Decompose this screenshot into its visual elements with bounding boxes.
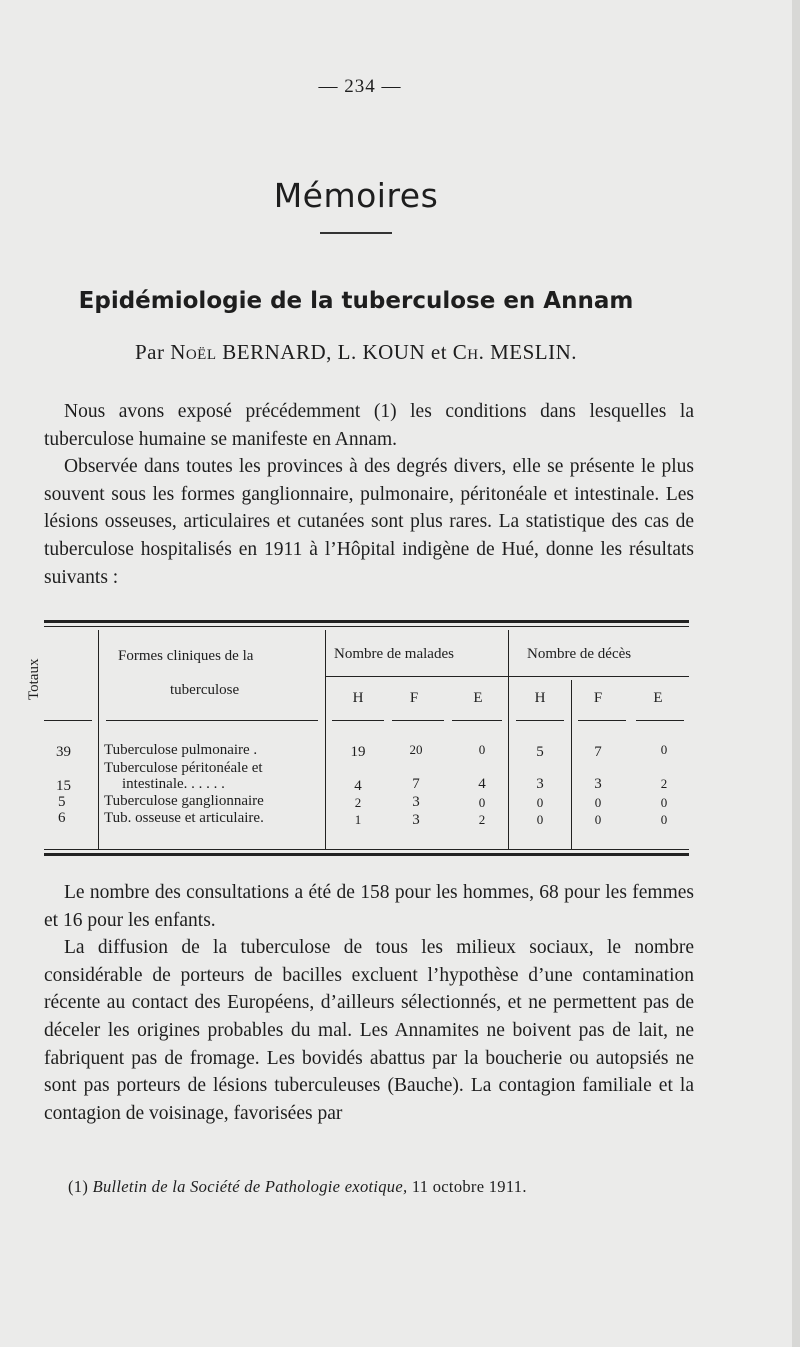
row-value: 0 (536, 812, 544, 827)
page-number: — 234 — (318, 76, 402, 97)
body-paragraph: La diffusion de la tuberculose de tous les milieux sociaux, le nombre considérable de porteurs de bacilles excluent l’hypothèse d’une contamination récente au contact des Européens, d’ailleurs sélectionnés, et ne permettent pas de déceler les origines probables du mal. Les Annamites ne boivent pas de lait, ne fabriquent pas de fromage. Les bovidés abattus par la boucherie ou autopsiés ne sont pas porteurs de lésions tuberculeuses (Bauche). La contagion familiale et la contagion de voisinage, favorisées par (44, 937, 694, 1124)
row-value: 20 (409, 742, 423, 757)
row-value: 2 (354, 795, 362, 810)
row-total: 15 (56, 778, 71, 794)
table-bottom-rule-thin (44, 849, 689, 850)
article-title: Epidémiologie de la tuberculose en Annam (78, 288, 634, 314)
footnote (68, 1177, 527, 1197)
author2: L. KOUN (337, 340, 426, 364)
row-value: 0 (660, 795, 668, 810)
header-bottom-rule (452, 720, 502, 721)
row-forme-cont: intestinale. . . . . . (122, 776, 225, 792)
header-bottom-rule (578, 720, 626, 721)
row-value: 3 (412, 812, 420, 828)
intro-paragraph: Observée dans toutes les provinces à des degrés divers, elle se présente le plus souvent sous les formes ganglionnaire, pulmonaire, péritonéale et intestinale. Les lésions osseuses, articulaires et cutanées sont plus rares. La statistique des cas de tuberculose hospitalisés en 1911 à l’Hôpital indigène de Hué, donne les résultats suivants : (44, 456, 694, 588)
row-forme: Tuberculose pulmonaire . (104, 742, 258, 758)
table-top-rule (44, 620, 689, 623)
row-value: 0 (594, 795, 602, 810)
header-bottom-rule (332, 720, 384, 721)
author1-last: BERNARD, (222, 340, 332, 364)
row-forme: Tuberculose ganglionnaire (104, 793, 264, 809)
row-value: 0 (594, 812, 602, 827)
author-line (0, 340, 712, 365)
row-value: 5 (536, 744, 544, 760)
header-nombre-malades: Nombre de malades (334, 646, 454, 662)
header-totaux: Totaux (26, 658, 42, 700)
col-divider (325, 630, 326, 850)
header-bottom-rule (636, 720, 684, 721)
header-formes-line1: Formes cliniques de la (118, 648, 254, 664)
header-bottom-rule (44, 720, 92, 721)
row-value: 4 (478, 776, 486, 792)
col-divider (508, 630, 509, 850)
row-value: 3 (594, 776, 602, 792)
header-bottom-rule (392, 720, 444, 721)
body-paragraph: Le nombre des consultations a été de 158 pour les hommes, 68 pour les femmes et 16 pour les enfants. (44, 882, 694, 931)
sub-header-h: H (534, 690, 546, 706)
row-value: 7 (594, 744, 602, 760)
row-value: 0 (536, 795, 544, 810)
row-value: 3 (536, 776, 544, 792)
footnote-date: 11 octobre 1911. (411, 1177, 527, 1196)
table-bottom-rule (44, 853, 689, 856)
section-title: Mémoires (273, 176, 439, 215)
row-forme: Tub. osseuse et articulaire. (104, 810, 264, 826)
row-total: 5 (58, 794, 66, 810)
sub-header-h: H (352, 690, 364, 706)
col-divider (571, 680, 572, 850)
row-value: 19 (350, 744, 366, 760)
row-value: 7 (412, 776, 420, 792)
row-value: 4 (354, 778, 362, 794)
title-divider (320, 232, 392, 234)
row-value: 0 (478, 742, 486, 757)
sub-header-e: E (473, 690, 483, 706)
footnote-marker: (1) (68, 1177, 89, 1196)
statistics-table (26, 620, 689, 860)
sub-header-f: F (593, 690, 603, 706)
row-forme: Tuberculose péritonéale et (104, 760, 263, 776)
author3-first: Ch. (452, 340, 485, 364)
author-prefix: Par (134, 340, 165, 364)
group-header-rule (325, 676, 689, 677)
row-value: 3 (412, 794, 420, 810)
sub-header-f: F (409, 690, 419, 706)
row-value: 2 (660, 776, 668, 791)
row-total: 39 (56, 744, 71, 760)
col-divider (98, 630, 99, 850)
table-top-rule-thin (44, 626, 689, 627)
footnote-source: Bulletin de la Société de Pathologie exotique, (92, 1177, 408, 1196)
row-value: 1 (354, 812, 362, 827)
intro-paragraph: Nous avons exposé précédemment (1) les conditions dans lesquelles la tuberculose humaine se manifeste en Annam. (44, 401, 694, 450)
row-value: 0 (660, 742, 668, 757)
row-value: 0 (478, 795, 486, 810)
header-bottom-rule (516, 720, 564, 721)
intro-text (44, 398, 694, 591)
author1-first: Noël (170, 340, 217, 364)
author-conjunction: et (430, 340, 448, 364)
page-edge (792, 0, 800, 1347)
row-value: 2 (478, 812, 486, 827)
header-bottom-rule (106, 720, 318, 721)
body-text (44, 879, 694, 1127)
author3-last: MESLIN. (490, 340, 578, 364)
sub-header-e: E (653, 690, 663, 706)
row-value: 0 (660, 812, 668, 827)
header-formes-line2: tuberculose (170, 682, 240, 698)
row-total: 6 (58, 810, 66, 826)
header-nombre-deces: Nombre de décès (527, 646, 632, 662)
